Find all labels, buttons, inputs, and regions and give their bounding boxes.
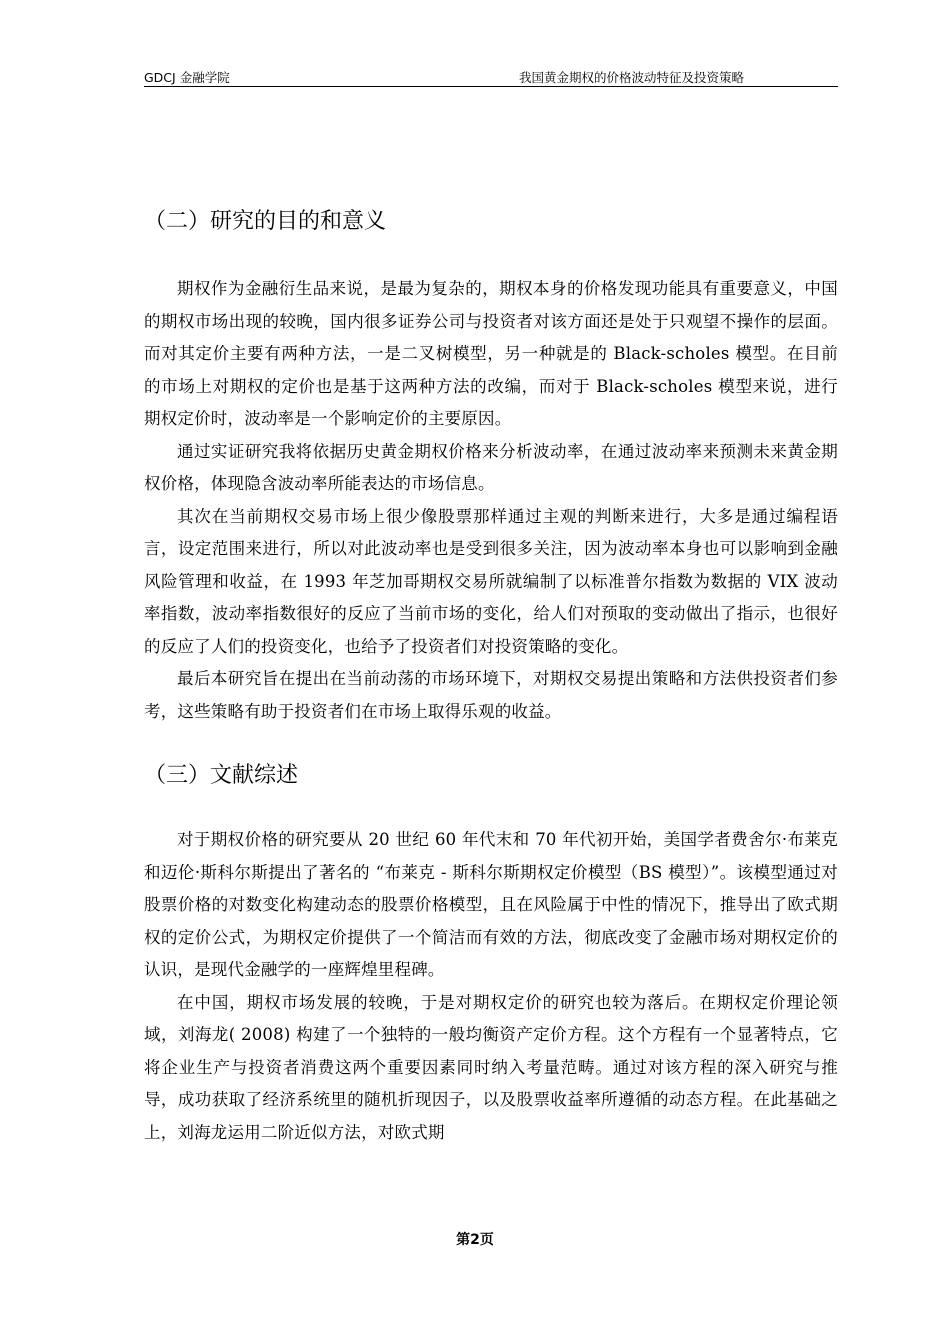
paragraph: 通过实证研究我将依据历史黄金期权价格来分析波动率，在通过波动率来预测未来黄金期权价格，体现隐含波动率所能表达的市场信息。 <box>144 441 838 493</box>
header-institution: GDCJ 金融学院 <box>144 70 230 85</box>
header-thesis-title: 我国黄金期权的价格波动特征及投资策略 <box>519 70 745 85</box>
paragraph: 其次在当前期权交易市场上很少像股票那样通过主观的判断来进行，大多是通过编程语言，设定范围来进行，所以对此波动率也是受到很多关注，因为波动率本身也可以影响到金融风险管理和收益，在 1993 年芝加哥期权交易所就编制了以标准普尔指数为数据的 VIX 波动率指数，波动率指数很好的反应了当前市场的变化，给人们对预取的变动做出了指示，也很好的反应了人们的投资变化，也给予了投资者们对投资策略的变化。 <box>144 506 838 656</box>
paragraph: 在中国，期权市场发展的较晚，于是对期权定价的研究也较为落后。在期权定价理论领域，刘海龙( 2008) 构建了一个独特的一般均衡资产定价方程。这个方程有一个显著特点，它将企业生产与投资者消费这两个重要因素同时纳入考量范畴。通过对该方程的深入研究与推导，成功获取了经济系统里的随机折现因子，以及股票收益率所遵循的动态方程。在此基础之上，刘海龙运用二阶近似方法，对欧式期 <box>144 992 838 1142</box>
paragraph: 对于期权价格的研究要从 20 世纪 60 年代末和 70 年代初开始，美国学者费舍尔·布莱克和迈伦·斯科尔斯提出了著名的 “布莱克 - 斯科尔斯期权定价模型（BS 模型）”。该模型通过对股票价格的对数变化构建动态的股票价格模型，且在风险属于中性的情况下，推导出了欧式期权的定价公式，为期权定价提供了一个简洁而有效的方法，彻底改变了金融市场对期权定价的认识，是现代金融学的一座辉煌里程碑。 <box>144 830 838 979</box>
paragraph: 期权作为金融衍生品来说，是最为复杂的，期权本身的价格发现功能具有重要意义，中国的期权市场出现的较晚，国内很多证券公司与投资者对该方面还是处于只观望不操作的层面。而对其定价主要有两种方法，一是二叉树模型，另一种就是的 Black-scholes 模型。在目前的市场上对期权的定价也是基于这两种方法的改编，而对于 Black-scholes 模型来说，进行期权定价时，波动率是一个影响定价的主要原因。 <box>144 279 838 428</box>
paragraph: 最后本研究旨在提出在当前动荡的市场环境下，对期权交易提出策略和方法供投资者们参考，这些策略有助于投资者们在市场上取得乐观的收益。 <box>144 669 838 721</box>
section-heading-literature-review: （三）文献综述 <box>144 763 299 788</box>
page-body <box>144 206 838 1149</box>
section-heading-purpose: （二）研究的目的和意义 <box>144 209 387 234</box>
page-number: 第2页 <box>456 1232 494 1248</box>
running-header <box>144 66 838 87</box>
